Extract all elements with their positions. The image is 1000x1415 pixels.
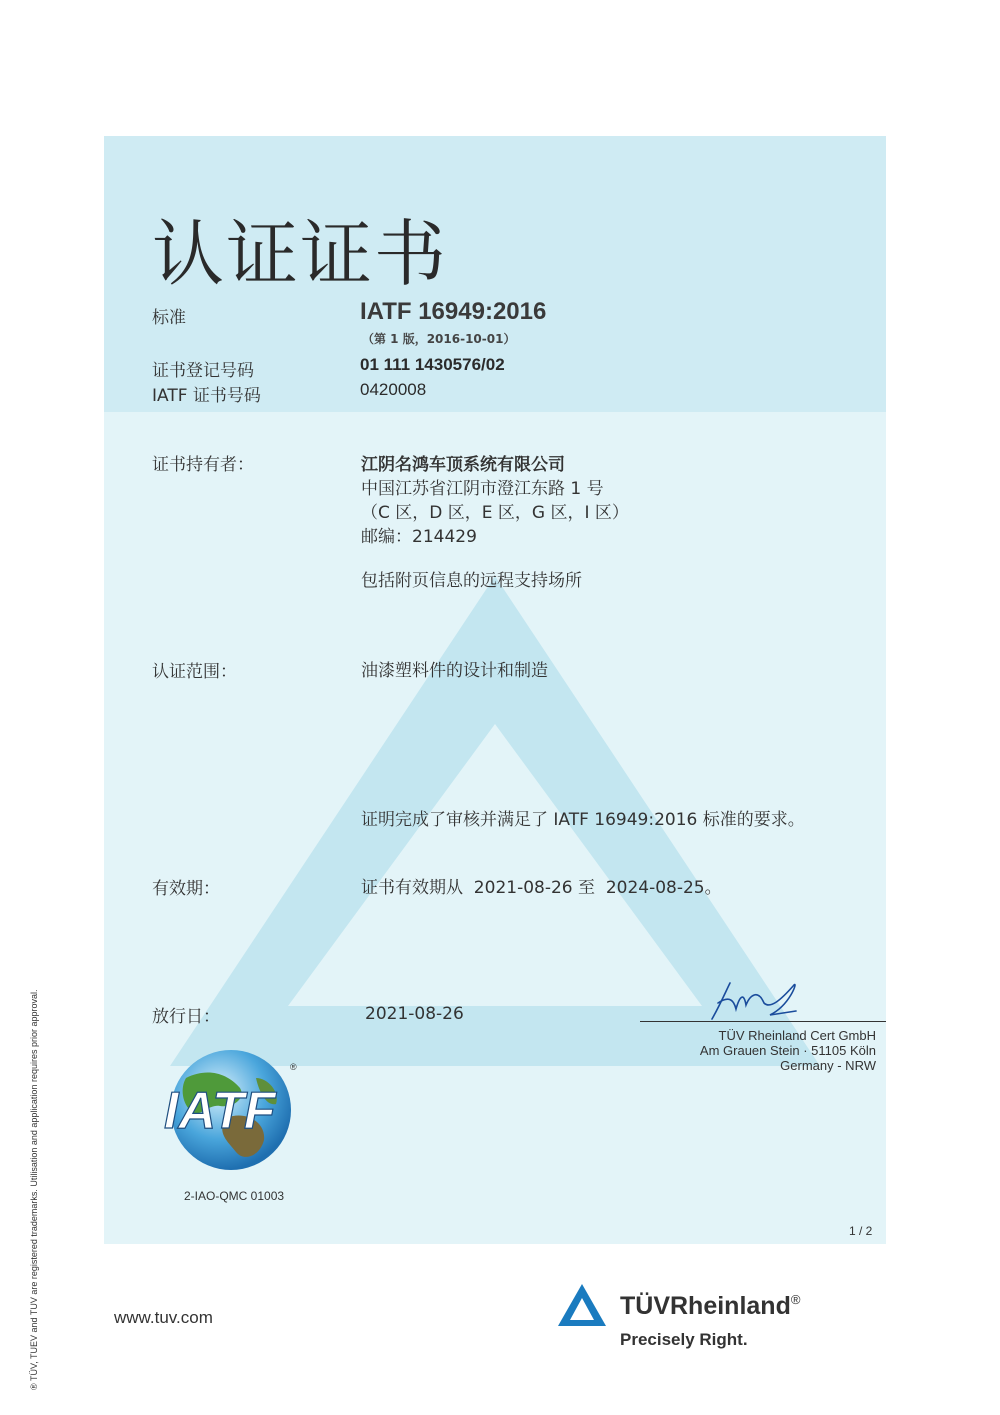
reg-no-value: 01 111 1430576/02	[360, 355, 505, 374]
holder-company: 江阴名鸿车顶系统有限公司	[361, 455, 565, 475]
signature-line	[640, 1021, 886, 1022]
iatf-logo-code: 2-IAO-QMC 01003	[184, 1189, 285, 1203]
holder-zones: （C 区，D 区，E 区，G 区，I 区）	[361, 503, 629, 523]
iatf-logo-text: IATF	[164, 1082, 276, 1140]
compliance-statement: 证明完成了审核并满足了 IATF 16949:2016 标准的要求。	[361, 810, 805, 830]
iatf-no-label: IATF 证书号码	[152, 386, 261, 406]
tuv-slogan: Precisely Right.	[620, 1330, 748, 1349]
website-link[interactable]: www.tuv.com	[114, 1308, 213, 1327]
holder-label: 证书持有者：	[152, 455, 254, 475]
holder-note: 包括附页信息的远程支持场所	[361, 571, 582, 591]
validity-label: 有效期：	[152, 879, 220, 899]
holder-postcode: 邮编：214429	[361, 527, 477, 547]
page-number: 1 / 2	[849, 1224, 873, 1238]
standard-edition: （第 1 版，2016-10-01）	[362, 332, 516, 346]
iatf-no-value: 0420008	[360, 380, 427, 399]
issue-date-label: 放行日：	[152, 1007, 220, 1027]
tuv-registered-mark: ®	[790, 1292, 801, 1307]
certificate-title: 认证证书	[152, 212, 449, 296]
scope-value: 油漆塑料件的设计和制造	[361, 661, 548, 681]
iatf-logo-registered: ®	[290, 1062, 297, 1072]
iatf-logo	[156, 1048, 306, 1176]
issuer-street: Am Grauen Stein · 51105 Köln	[699, 1043, 876, 1058]
scope-label: 认证范围：	[152, 662, 237, 682]
holder-address: 中国江苏省江阴市澄江东路 1 号	[361, 479, 604, 499]
tuv-brand-text: TÜVRheinland	[620, 1292, 791, 1320]
tuv-triangle-icon	[556, 1282, 608, 1330]
issuer-company: TÜV Rheinland Cert GmbH	[718, 1028, 876, 1043]
reg-no-label: 证书登记号码	[152, 361, 254, 381]
signature	[700, 975, 810, 1025]
issue-date-value: 2021-08-26	[365, 1004, 464, 1024]
standard-label: 标准	[152, 308, 186, 328]
tuv-brand-name	[620, 1292, 800, 1321]
standard-value: IATF 16949:2016	[360, 298, 547, 325]
validity-value: 证书有效期从 2021-08-26 至 2024-08-25。	[361, 878, 722, 898]
issuer-region: Germany - NRW	[780, 1058, 876, 1073]
trademark-side-note: ® TÜV, TUEV and TUV are registered trademarks. Utilisation and application requires prior approval.	[29, 989, 39, 1390]
